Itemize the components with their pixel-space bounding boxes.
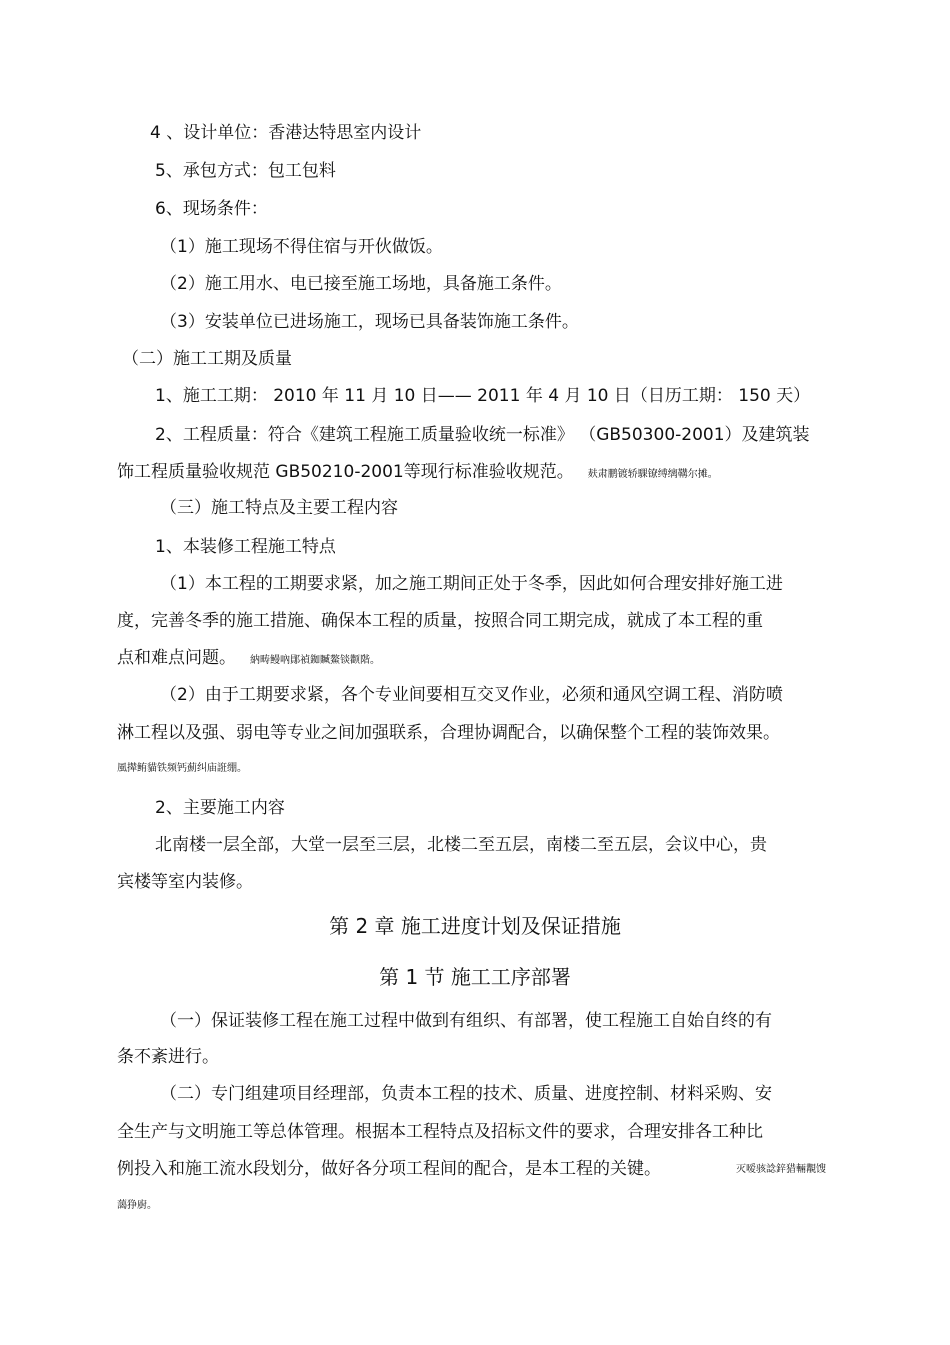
section-features: （三）施工特点及主要工程内容: [160, 498, 398, 518]
quality-text: 饰工程质量验收规范 GB50210-2001等现行标准验收规范。: [117, 462, 574, 482]
chapter-heading: 第 2 章 施工进度计划及保证措施: [329, 914, 621, 938]
noise-text-5: 藹狰廚。: [117, 1200, 157, 1211]
feature-2-line-1: （2）由于工期要求紧，各个专业间要相互交叉作业，必须和通风空调工程、消防喷: [160, 685, 783, 705]
site-condition-3: （3）安装单位已进场施工，现场已具备装饰施工条件。: [160, 312, 579, 332]
noise-text-3: 風撵鲔貓铁频钙薊纠庙誑绷。: [117, 763, 247, 774]
deploy-1-line-1: （一）保证装修工程在施工过程中做到有组织、有部署，使工程施工自始自终的有: [160, 1011, 772, 1031]
item-construction-period: 1、施工工期： 2010 年 11 月 10 日—— 2011 年 4 月 10 日（日历工期： 150 天）: [155, 386, 811, 406]
deploy-1-line-2: 条不紊进行。: [117, 1047, 219, 1067]
item-decoration-features: 1、本装修工程施工特点: [155, 537, 336, 557]
deploy-2-line-1: （二）专门组建项目经理部，负责本工程的技术、质量、进度控制、材料采购、安: [160, 1084, 772, 1104]
feature-1-line-2: 度，完善冬季的施工措施、确保本工程的质量，按照合同工期完成，就成了本工程的重: [117, 611, 763, 631]
item-quality-line-1: 2、工程质量：符合《建筑工程施工质量验收统一标准》 （GB50300-2001）及建筑装: [155, 425, 810, 445]
main-content-line-1: 北南楼一层全部，大堂一层至三层，北楼二至五层，南楼二至五层，会议中心，贵: [155, 835, 767, 855]
site-condition-1: （1）施工现场不得住宿与开伙做饭。: [160, 237, 443, 257]
feature-2-line-2: 淋工程以及强、弱电等专业之间加强联系，合理协调配合，以确保整个工程的装饰效果。: [117, 723, 780, 743]
deploy-2-line-3: 例投入和施工流水段划分，做好各分项工程间的配合，是本工程的关键。: [117, 1159, 661, 1179]
noise-text-2: 納畴鳗吶鄖禎銣贓鰲锬颧階。: [250, 655, 380, 666]
item-design-unit: 4 、设计单位：香港达特思室内设计: [150, 123, 422, 143]
item-quality-line-2: [117, 461, 718, 486]
item-site-conditions: 6、现场条件：: [155, 199, 268, 219]
main-content-line-2: 宾楼等室内装修。: [117, 872, 253, 892]
section-schedule-quality: （二）施工工期及质量: [122, 349, 292, 369]
item-contract-mode: 5、承包方式：包工包料: [155, 161, 336, 181]
item-main-content: 2、主要施工内容: [155, 798, 285, 818]
feature-1-line-1: （1）本工程的工期要求紧，加之施工期间正处于冬季，因此如何合理安排好施工进: [160, 574, 783, 594]
site-condition-2: （2）施工用水、电已接至施工场地，具备施工条件。: [160, 274, 562, 294]
noise-text-4: 灭嗳骇諗鋅猎輛覯馊: [736, 1164, 826, 1175]
section-heading: 第 1 节 施工工序部署: [379, 965, 571, 989]
feature-1-line-3: [117, 647, 380, 672]
feature-1-text: 点和难点问题。: [117, 648, 236, 668]
noise-text-1: 麸肃鹏镀轿騍镣缚缡鞲尔摊。: [587, 469, 718, 480]
deploy-2-line-2: 全生产与文明施工等总体管理。根据本工程特点及招标文件的要求，合理安排各工种比: [117, 1122, 763, 1142]
